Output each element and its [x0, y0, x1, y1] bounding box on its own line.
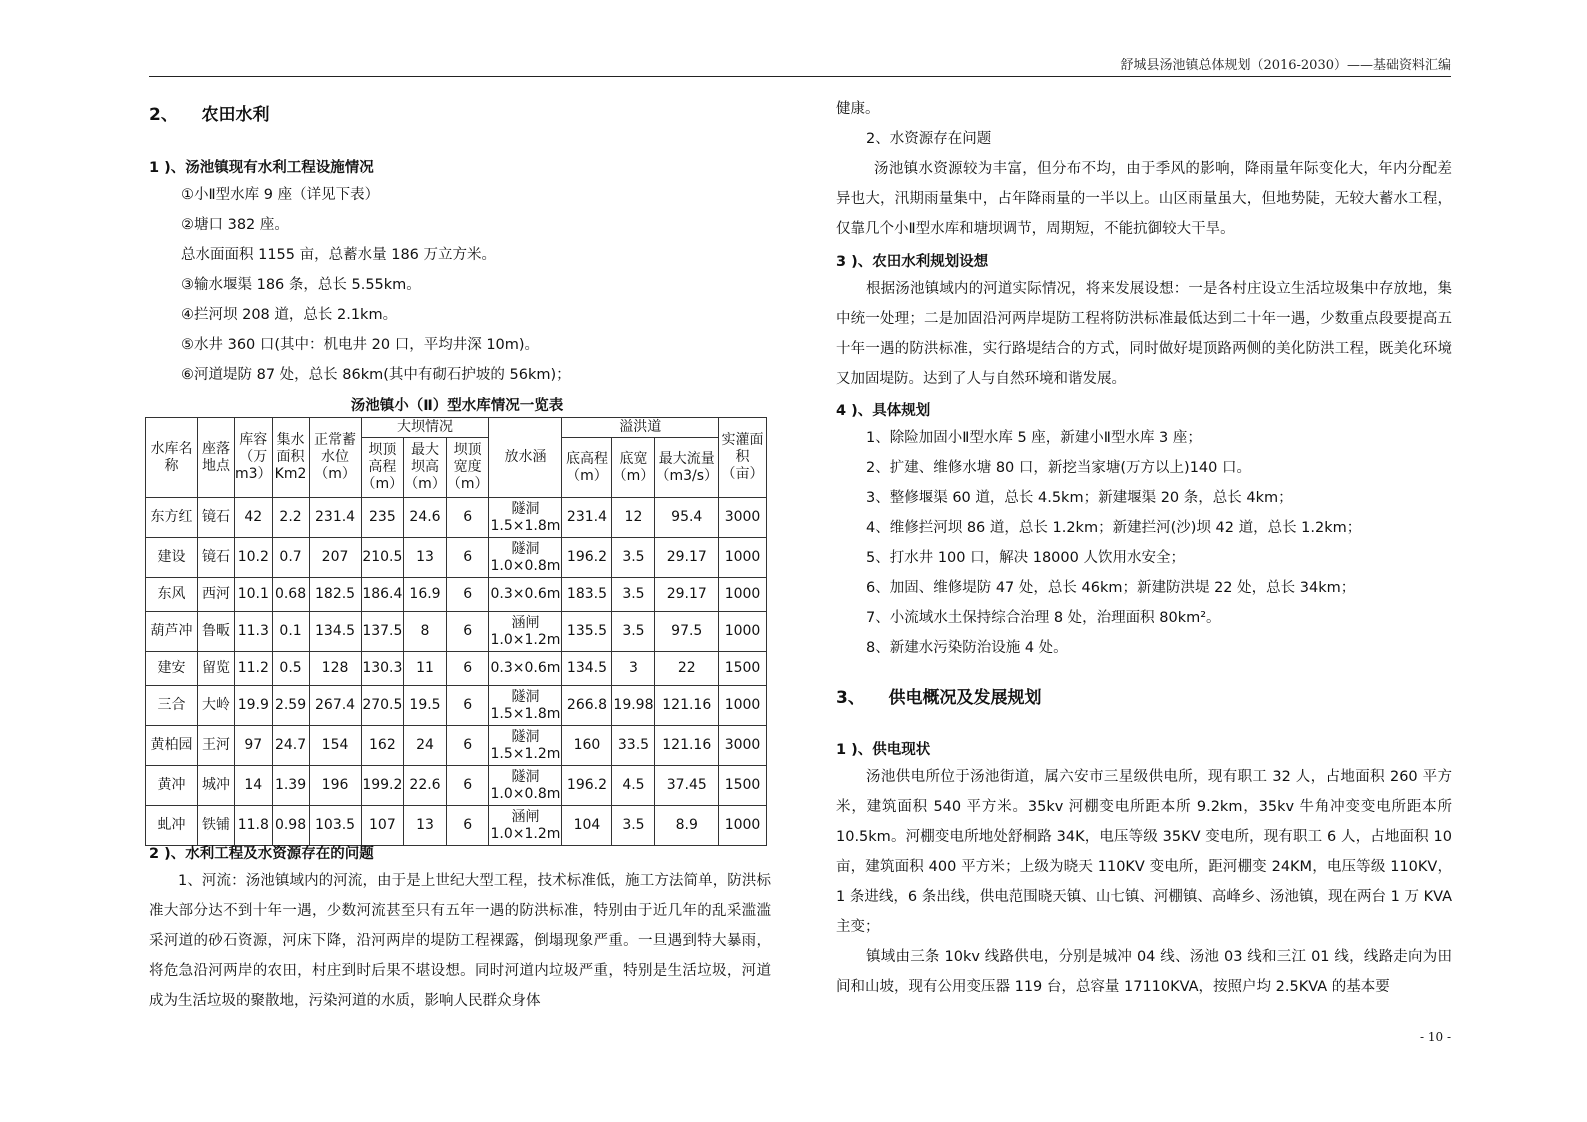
- paragraph-power-lines: 镇域由三条 10kv 线路供电，分别是城冲 04 线、汤池 03 线和三江 01 线，线路走向为田间和山坡，现有公用变压器 119 台，总容量 17110KVA，按照户均 2.5KVA 的基本要: [836, 949, 1452, 995]
- reservoir-table: [145, 417, 767, 846]
- table-cell-max: 13: [404, 538, 447, 578]
- table-cell-top: 162: [361, 726, 404, 766]
- table-row: [146, 766, 767, 806]
- table-cell-bottom: 135.5: [562, 612, 612, 652]
- facility-item: ⑥河道堤防 87 处，总长 86km(其中有砌石护坡的 56km)；: [181, 367, 571, 383]
- subheading-irrigation-plan: 3 )、农田水利规划设想: [836, 254, 989, 270]
- table-cell-outlet: 0.3×0.6m: [489, 652, 562, 686]
- table-cell-name: 建设: [146, 538, 198, 578]
- table-cell-bw: 19.98: [612, 686, 655, 726]
- subheading-problems: 2 )、水利工程及水资源存在的问题: [149, 846, 374, 862]
- table-cell-flow: 8.9: [655, 806, 719, 846]
- table-cell-bw: 3: [612, 652, 655, 686]
- table-cell-bottom: 104: [562, 806, 612, 846]
- table-cell-area: 2.59: [272, 686, 309, 726]
- table-cell-max: 19.5: [404, 686, 447, 726]
- table-cell-width: 6: [446, 538, 489, 578]
- table-cell-bottom: 160: [562, 726, 612, 766]
- table-cell-flow: 37.45: [655, 766, 719, 806]
- table-cell-max: 24: [404, 726, 447, 766]
- table-cell-irr: 1000: [719, 612, 767, 652]
- header-cell: 底高程（m）: [562, 438, 612, 498]
- plan-item: 3、整修堰渠 60 道，总长 4.5km；新建堰渠 20 条，总长 4km；: [866, 490, 1293, 506]
- table-cell-name: 建安: [146, 652, 198, 686]
- table-cell-width: 6: [446, 806, 489, 846]
- table-cell-flow: 22: [655, 652, 719, 686]
- table-cell-flow: 29.17: [655, 578, 719, 612]
- table-cell-area: 0.1: [272, 612, 309, 652]
- facility-item: ③输水堰渠 186 条，总长 5.55km。: [181, 277, 421, 293]
- continued-text: 健康。: [836, 101, 880, 117]
- table-row: [146, 806, 767, 846]
- page-number: - 10 -: [1420, 1030, 1452, 1044]
- header-cell: 底宽（m）: [612, 438, 655, 498]
- header-cell: 正常蓄水位（m）: [309, 418, 361, 498]
- facility-item: ①小Ⅱ型水库 9 座（详见下表）: [181, 187, 380, 203]
- table-cell-irr: 1000: [719, 686, 767, 726]
- table-cell-flow: 95.4: [655, 498, 719, 538]
- table-cell-bw: 12: [612, 498, 655, 538]
- table-cell-bottom: 231.4: [562, 498, 612, 538]
- table-cell-width: 6: [446, 652, 489, 686]
- facility-item: 总水面面积 1155 亩，总蓄水量 186 万立方米。: [181, 247, 497, 263]
- table-cell-top: 130.3: [361, 652, 404, 686]
- header-cell: 坝顶宽度（m）: [446, 438, 489, 498]
- plan-item: 4、维修拦河坝 86 道，总长 1.2km；新建拦河(沙)坝 42 道，总长 1.2km；: [866, 520, 1362, 536]
- table-cell-name: 东风: [146, 578, 198, 612]
- table-row: [146, 652, 767, 686]
- table-cell-cap: 10.2: [235, 538, 273, 578]
- facility-item: ②塘口 382 座。: [181, 217, 289, 233]
- plan-item: 7、小流域水土保持综合治理 8 处，治理面积 80km²。: [866, 610, 1221, 626]
- header-cell: 溢洪道: [562, 418, 719, 438]
- table-cell-top: 210.5: [361, 538, 404, 578]
- table-cell-width: 6: [446, 578, 489, 612]
- water-resource-title: 2、水资源存在问题: [866, 131, 992, 147]
- table-cell-loc: 镜石: [198, 538, 235, 578]
- table-cell-outlet: 隧洞 1.0×0.8m: [489, 766, 562, 806]
- table-cell-outlet: 涵闸 1.0×1.2m: [489, 612, 562, 652]
- header-cell: 水库名称: [146, 418, 198, 498]
- table-cell-outlet: 隧洞 1.5×1.8m: [489, 686, 562, 726]
- table-cell-loc: 镜石: [198, 498, 235, 538]
- table-cell-irr: 1000: [719, 538, 767, 578]
- header-cell: 集水面积Km2: [272, 418, 309, 498]
- table-cell-area: 24.7: [272, 726, 309, 766]
- table-cell-name: 黄冲: [146, 766, 198, 806]
- table-cell-max: 11: [404, 652, 447, 686]
- table-cell-width: 6: [446, 612, 489, 652]
- table-head: [146, 418, 767, 498]
- table-cell-max: 24.6: [404, 498, 447, 538]
- header-cell: 库容（万m3）: [235, 418, 273, 498]
- table-cell-outlet: 隧洞 1.0×0.8m: [489, 538, 562, 578]
- facility-item: ⑤水井 360 口(其中：机电井 20 口，平均井深 10m)。: [181, 337, 540, 353]
- table-cell-name: 葫芦冲: [146, 612, 198, 652]
- table-cell-area: 0.98: [272, 806, 309, 846]
- table-row: [146, 612, 767, 652]
- plan-item: 1、除险加固小Ⅱ型水库 5 座，新建小Ⅱ型水库 3 座；: [866, 430, 1202, 446]
- table-cell-level: 154: [309, 726, 361, 766]
- running-header: 舒城县汤池镇总体规划（2016-2030）——基础资料汇编: [1120, 58, 1451, 73]
- table-cell-cap: 11.3: [235, 612, 273, 652]
- table-cell-name: 虬冲: [146, 806, 198, 846]
- table-cell-flow: 121.16: [655, 686, 719, 726]
- table-cell-name: 黄柏园: [146, 726, 198, 766]
- table-cell-bottom: 134.5: [562, 652, 612, 686]
- header-cell: 坝顶高程（m）: [361, 438, 404, 498]
- table-cell-bw: 3.5: [612, 806, 655, 846]
- table-row: [146, 726, 767, 766]
- table-cell-top: 270.5: [361, 686, 404, 726]
- header-cell: 座落地点: [198, 418, 235, 498]
- table-cell-level: 267.4: [309, 686, 361, 726]
- table-cell-bw: 4.5: [612, 766, 655, 806]
- table-cell-width: 6: [446, 726, 489, 766]
- table-cell-outlet: 涵闸 1.0×1.2m: [489, 806, 562, 846]
- table-cell-irr: 1500: [719, 652, 767, 686]
- table-cell-outlet: 隧洞 1.5×1.2m: [489, 726, 562, 766]
- subheading-specific-plan: 4 )、具体规划: [836, 403, 931, 419]
- table-cell-top: 107: [361, 806, 404, 846]
- table-cell-level: 196: [309, 766, 361, 806]
- table-cell-name: 三合: [146, 686, 198, 726]
- table-cell-level: 207: [309, 538, 361, 578]
- table-cell-level: 103.5: [309, 806, 361, 846]
- table-cell-width: 6: [446, 686, 489, 726]
- table-cell-bottom: 196.2: [562, 766, 612, 806]
- table-cell-cap: 10.1: [235, 578, 273, 612]
- header-cell: 实灌面积（亩）: [719, 418, 767, 498]
- table-cell-loc: 铁铺: [198, 806, 235, 846]
- section-heading-power-supply: 3、 供电概况及发展规划: [836, 688, 1042, 708]
- table-cell-top: 199.2: [361, 766, 404, 806]
- table-row: [146, 578, 767, 612]
- table-cell-loc: 西河: [198, 578, 235, 612]
- subheading-existing-facilities: 1 )、汤池镇现有水利工程设施情况: [149, 160, 374, 176]
- table-cell-max: 16.9: [404, 578, 447, 612]
- table-cell-level: 231.4: [309, 498, 361, 538]
- plan-item: 8、新建水污染防治设施 4 处。: [866, 640, 1068, 656]
- facility-item: ④拦河坝 208 道，总长 2.1km。: [181, 307, 398, 323]
- header-cell: 最大流量（m3/s）: [655, 438, 719, 498]
- table-cell-irr: 3000: [719, 498, 767, 538]
- table-cell-flow: 97.5: [655, 612, 719, 652]
- header-rule: [149, 76, 1451, 77]
- table-cell-loc: 留览: [198, 652, 235, 686]
- table-cell-flow: 29.17: [655, 538, 719, 578]
- table-cell-area: 0.68: [272, 578, 309, 612]
- table-body: [146, 498, 767, 846]
- table-cell-top: 235: [361, 498, 404, 538]
- table-cell-max: 8: [404, 612, 447, 652]
- paragraph-river-problems: 1、河流：汤池镇域内的河流，由于是上世纪大型工程，技术标准低，施工方法简单，防洪标准大部分达不到十年一遇，少数河流甚至只有五年一遇的防洪标准，特别由于近几年的乱采滥滥采河道的砂石资源，河床下降，沿河两岸的堤防工程裸露，倒塌现象严重。一旦遇到特大暴雨，将危急沿河两岸的农田，村庄到时后果不堪设想。同时河道内垃圾严重，特别是生活垃圾，河道成为生活垃圾的聚散地，污染河道的水质，影响人民群众身体: [149, 873, 771, 1009]
- table-cell-bottom: 266.8: [562, 686, 612, 726]
- header-cell: 放水涵: [489, 418, 562, 498]
- table-cell-cap: 11.2: [235, 652, 273, 686]
- table-cell-area: 0.5: [272, 652, 309, 686]
- table-cell-irr: 1000: [719, 578, 767, 612]
- section-heading-farmland-irrigation: 2、 农田水利: [149, 105, 270, 125]
- table-cell-max: 22.6: [404, 766, 447, 806]
- paragraph-irrigation-plan: 根据汤池镇域内的河道实际情况，将来发展设想：一是各村庄设立生活垃圾集中存放地，集中统一处理；二是加固沿河两岸堤防工程将防洪标准最低达到二十年一遇，少数重点段要提高五十年一遇的防洪标准，实行路堤结合的方式，同时做好堤顶路两侧的美化防洪工程，既美化环境又加固堤防。达到了人与自然环境和谐发展。: [836, 281, 1452, 387]
- table-cell-area: 0.7: [272, 538, 309, 578]
- paragraph-water-resources: 汤池镇水资源较为丰富，但分布不均，由于季风的影响，降雨量年际变化大，年内分配差异也大，汛期雨量集中，占年降雨量的一半以上。山区雨量虽大，但地势陡，无较大蓄水工程，仅靠几个小Ⅱ型水库和塘坝调节，周期短，不能抗御较大干旱。: [836, 161, 1452, 237]
- table-row: [146, 538, 767, 578]
- table-cell-cap: 19.9: [235, 686, 273, 726]
- table-cell-outlet: 0.3×0.6m: [489, 578, 562, 612]
- table-cell-irr: 1500: [719, 766, 767, 806]
- plan-item: 2、扩建、维修水塘 80 口，新挖当家塘(万方以上)140 口。: [866, 460, 1251, 476]
- table-cell-top: 186.4: [361, 578, 404, 612]
- table-cell-cap: 11.8: [235, 806, 273, 846]
- table-cell-outlet: 隧洞 1.5×1.8m: [489, 498, 562, 538]
- table-cell-level: 182.5: [309, 578, 361, 612]
- table-cell-bottom: 183.5: [562, 578, 612, 612]
- table-cell-bw: 3.5: [612, 612, 655, 652]
- plan-item: 6、加固、维修堤防 47 处，总长 46km；新建防洪堤 22 处，总长 34km；: [866, 580, 1356, 596]
- table-cell-loc: 大岭: [198, 686, 235, 726]
- table-cell-bottom: 196.2: [562, 538, 612, 578]
- table-cell-max: 13: [404, 806, 447, 846]
- table-cell-loc: 王河: [198, 726, 235, 766]
- table-cell-cap: 42: [235, 498, 273, 538]
- table-cell-area: 2.2: [272, 498, 309, 538]
- table-cell-area: 1.39: [272, 766, 309, 806]
- paragraph-power-station: 汤池供电所位于汤池街道，属六安市三星级供电所，现有职工 32 人，占地面积 260 平方米，建筑面积 540 平方米。35kv 河棚变电所距本所 9.2km，35kv 牛角冲变变电所距本所 10.5km。河棚变电所地处舒桐路 34K，电压等级 35KV 变电所，现有职工 6 人，占地面积 10 亩，建筑面积 400 平方米；上级为晓天 110KV 变电所，距河棚变 24KM，电压等级 110KV，1 条进线，6 条出线，供电范围晓天镇、山七镇、河棚镇、高峰乡、汤池镇，现在两台 1 万 KVA 主变；: [836, 769, 1452, 935]
- table-cell-irr: 1000: [719, 806, 767, 846]
- table-cell-bw: 3.5: [612, 538, 655, 578]
- table-cell-cap: 14: [235, 766, 273, 806]
- table-cell-flow: 121.16: [655, 726, 719, 766]
- plan-item: 5、打水井 100 口，解决 18000 人饮用水安全；: [866, 550, 1185, 566]
- table-cell-bw: 3.5: [612, 578, 655, 612]
- header-cell: 最大坝高（m）: [404, 438, 447, 498]
- subheading-power-status: 1 )、供电现状: [836, 742, 931, 758]
- table-cell-top: 137.5: [361, 612, 404, 652]
- table-cell-width: 6: [446, 766, 489, 806]
- table-cell-loc: 城冲: [198, 766, 235, 806]
- table-cell-cap: 97: [235, 726, 273, 766]
- table-cell-loc: 鲁畈: [198, 612, 235, 652]
- table-row: [146, 686, 767, 726]
- table-row: [146, 498, 767, 538]
- table-caption: 汤池镇小（Ⅱ）型水库情况一览表: [350, 398, 564, 414]
- table-cell-width: 6: [446, 498, 489, 538]
- table-cell-level: 134.5: [309, 612, 361, 652]
- table-cell-name: 东方红: [146, 498, 198, 538]
- table-cell-bw: 33.5: [612, 726, 655, 766]
- table-cell-level: 128: [309, 652, 361, 686]
- header-cell: 大坝情况: [361, 418, 489, 438]
- table-cell-irr: 3000: [719, 726, 767, 766]
